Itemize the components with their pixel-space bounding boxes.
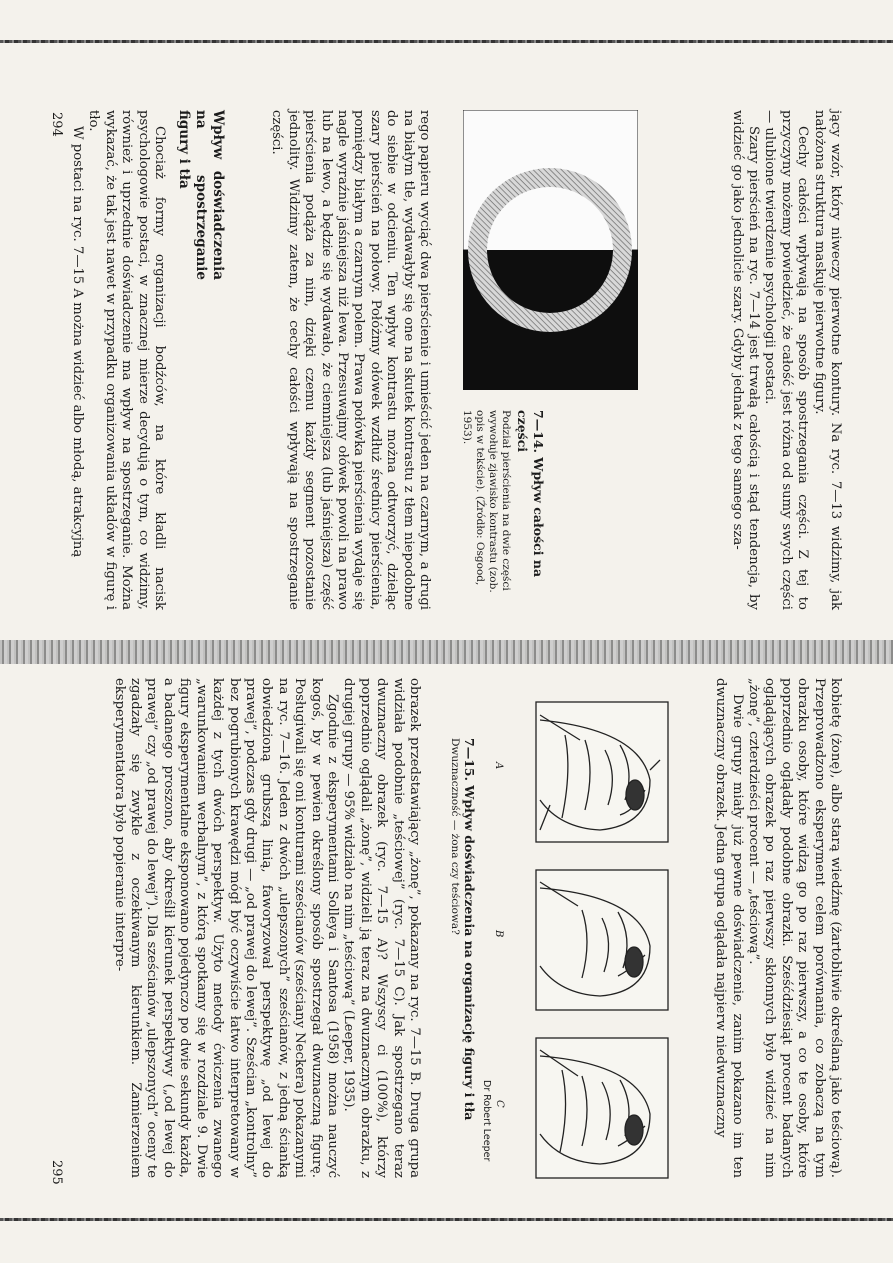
caption-title: 7—15. Wpływ doświadczenia na organizację figury i tła: [462, 738, 477, 1121]
figure-caption-7-15: [448, 738, 477, 1158]
figure-7-15: [520, 700, 680, 1180]
paragraph: Zgodnie z eksperymentami Solleya i Santosa (1958) można nauczyć kogoś, by w pewien określony sposób spostrzegał dwuznaczną figurę. Posługiwali się oni konturami sześcianów (sześciany Neckera) pokazanymi na ryc. 7—16. Jeden z dwóch „ulepszonych” sześcianów, z jedną ścianką obwiedzioną grubszą linią, faworyzował perspektywę „od lewej do prawej”, podczas gdy drugi — „od prawej do lewej”. Sześcian „kontrolny” bez pogrubionych krawędzi mógł być oczywiście łatwo interpretowany w każdej z tych dwóch perspektyw. Użyto metody ćwiczenia zwanego „warunkowaniem werbalnym”, z którą spotkamy się w rozdziale 9. Dwie figury eksperymentalne eksponowano pojedynczo po dwie sekundy każda, a badanego proszono, aby określił kierunek perspektywy („od lewej do prawej” czy „od prawej do lewej”). Dla sześcianów „ulepszonych” oceny te zgadzały się zwykle z oczekiwanym kierunkiem. Zamierzeniem eksperymentatora było popieranie interpre-: [111, 678, 340, 1178]
figure-label-c: C: [494, 1100, 505, 1108]
paragraph: Szary pierścień na ryc. 7—14 jest trwałą całością i stąd tendencja, by widzieć go jako jednolicie szary. Gdyby jednak z tego samego sza-: [729, 110, 761, 610]
paragraph: Chociaż formy organizacji bodźców, na które kładli nacisk psychologowie postaci, w znacznej mierze decydują o tym, co widzimy, również i uprzednie doświadczenie ma wpływ na spostrzeganie. Można wykazać, że tak jest nawet w przypadku organizowania układów w figurę i tło.: [86, 110, 167, 610]
caption-title: 7—14. Wpływ całości na części: [515, 410, 546, 578]
wife-mother-in-law-drawings: [520, 700, 680, 1180]
caption-body: Dwuznaczność — żona czy teściowa?: [449, 738, 461, 935]
paragraph: kobietę (żonę), albo starą wiedźmę (żartobliwie określaną jako teściową). Przeprowadzono eksperyment celem porównania, co zobaczą na tym obrazku osoby, które widzą go po raz pierwszy, a co te osoby, które poprzednio oglądały podobne obrazki. Sześćdziesiąt procent badanych oglądających obrazek po raz pierwszy skłonnych było widzieć na nim „żonę”, czterdzieści procent — „teściową”.: [745, 678, 843, 1178]
figure-credit: Dr Robert Leeper: [481, 1080, 492, 1162]
right-text-bottom: [110, 678, 422, 1178]
ring-figure-image: [463, 110, 638, 390]
paragraph: jący wzór, który niweczy pierwotne kontury. Na ryc. 7—13 widzimy, jak nałożona struktura maskuje pierwotne figury.: [811, 110, 843, 610]
figure-caption-7-14: [460, 410, 546, 600]
left-text-bottom: [69, 110, 238, 610]
page-number-left: 294: [49, 112, 64, 137]
page-number-right: 295: [49, 1160, 64, 1185]
left-text-middle: [268, 110, 432, 610]
caption-body: Podział pierścienia na dwie części wywołuje zjawisko kontrastu (zob. opis w tekście). (Źródło: Osgood, 1953).: [461, 410, 512, 593]
left-text-top: [728, 110, 843, 610]
figure-label-b: B: [493, 930, 504, 938]
paragraph: Cechy całości wpływają na sposób spostrzegania części. Z tej to przyczyny możemy powiedzieć, że całość jest różna od sumy swych części — ulubione twierdzenie psychologii postaci.: [762, 110, 811, 610]
paragraph: rego papieru wyciąć dwa pierścienie i umieścić jeden na czarnym, a drugi na białym tle, wydawałyby się one na skutek kontrastu z tłem niepodobne do siebie w odcieniu. Ten wpływ kontrastu można odtworzyć, dzieląc szary pierścień na połowy. Połóżmy ołówek wzdłuż średnicy pierścienia, pomiędzy białym a czarnym polem. Prawa połówka pierścienia wydaje się nagle wyraźnie jaśniejsza niż lewa. Przesuwajmy ołówek powoli na prawo lub na lewo, a będzie się wydawało, że ciemniejsza (lub jaśniejsza) część pierścienia podąża za nim, dzięki czemu każdy segment pozostanie jednolity. Widzimy zatem, że cechy całości wpływają na spostrzeganie części.: [269, 110, 432, 610]
paragraph: obrazek przedstawiający „żonę”, pokazany na ryc. 7—15 B. Druga grupa widziała podobnie „teściowej” (ryc. 7—15 C). Jak spostrzegano teraz dwuznaczny obrazek (ryc. 7—15 A)? Wszyscy ci (100%), którzy poprzednio oglądali „żonę”, widzieli ją teraz na dwuznacznym obrazku, z drugiej grupy — 95% widziało na nim „teściową” (Leeper, 1935).: [341, 678, 422, 1178]
right-text-top: [712, 678, 843, 1178]
figure-label-a: A: [493, 762, 504, 770]
bottom-rule: [0, 1218, 893, 1221]
paragraph: Dwie grupy miały już pewne doświadczenie, zanim pokazano im ten dwuznaczny obrazek. Jedna grupa oglądała najpierw niedwuznaczny: [713, 678, 745, 1178]
page-gutter: [0, 640, 893, 664]
top-rule: [0, 40, 893, 43]
paragraph: W postaci na ryc. 7—15 A można widzieć albo młodą, atrakcyjną: [69, 126, 85, 558]
section-heading: Wpływ doświadczenia na spostrzeganie figury i tła: [176, 110, 226, 280]
figure-7-14: [463, 110, 638, 390]
